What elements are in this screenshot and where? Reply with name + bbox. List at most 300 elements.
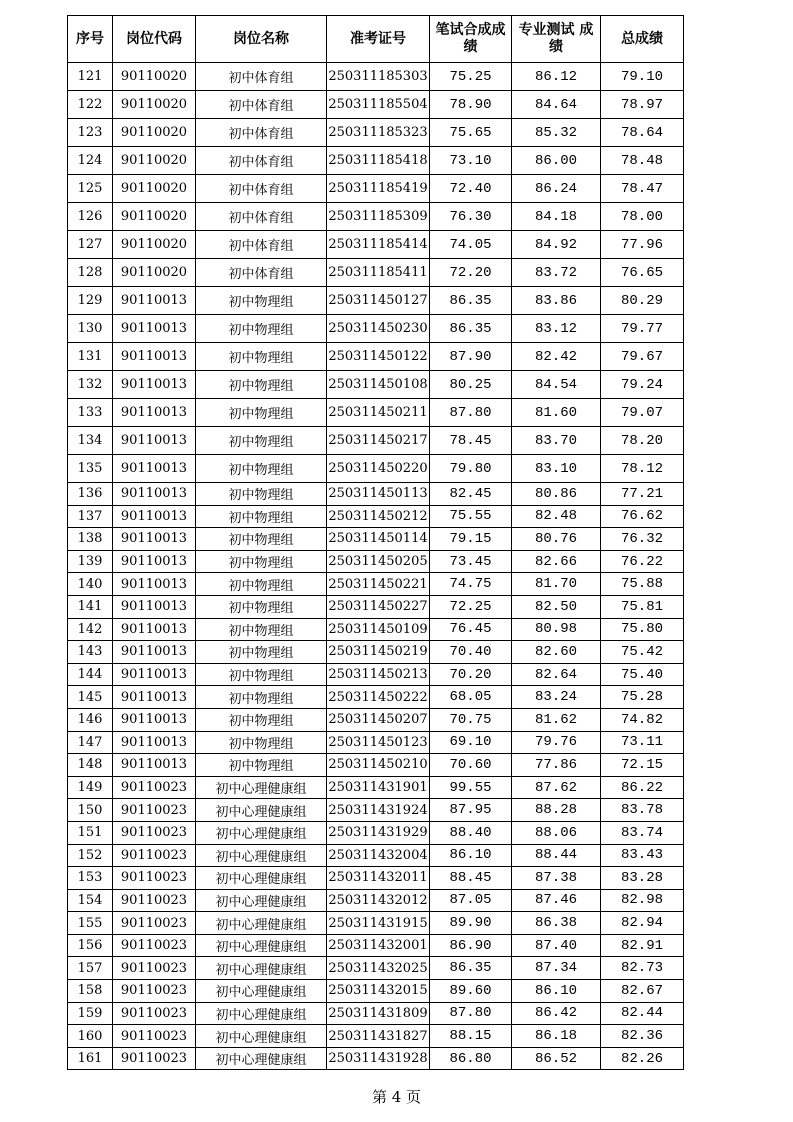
cell-position-name: 初中物理组 bbox=[196, 287, 327, 315]
table-row bbox=[68, 618, 684, 641]
cell-exam-id: 250311432015 bbox=[327, 980, 430, 1003]
table-row bbox=[68, 867, 684, 890]
cell-serial: 141 bbox=[68, 595, 113, 618]
table-row bbox=[68, 957, 684, 980]
cell-total-score: 72.15 bbox=[601, 754, 684, 777]
cell-professional-score: 87.62 bbox=[512, 776, 601, 799]
cell-serial: 131 bbox=[68, 343, 113, 371]
cell-total-score: 82.44 bbox=[601, 1002, 684, 1025]
table-row bbox=[68, 287, 684, 315]
cell-written-score: 80.25 bbox=[430, 371, 512, 399]
cell-position-name: 初中心理健康组 bbox=[196, 980, 327, 1003]
cell-professional-score: 81.60 bbox=[512, 399, 601, 427]
cell-professional-score: 80.86 bbox=[512, 483, 601, 506]
cell-exam-id: 250311450122 bbox=[327, 343, 430, 371]
cell-serial: 135 bbox=[68, 455, 113, 483]
cell-serial: 143 bbox=[68, 641, 113, 664]
cell-professional-score: 79.76 bbox=[512, 731, 601, 754]
cell-written-score: 78.90 bbox=[430, 91, 512, 119]
cell-position-code: 90110023 bbox=[113, 867, 196, 890]
cell-position-code: 90110023 bbox=[113, 889, 196, 912]
cell-serial: 160 bbox=[68, 1025, 113, 1048]
cell-written-score: 82.45 bbox=[430, 483, 512, 506]
cell-professional-score: 81.62 bbox=[512, 708, 601, 731]
cell-serial: 159 bbox=[68, 1002, 113, 1025]
cell-serial: 139 bbox=[68, 550, 113, 573]
cell-total-score: 83.78 bbox=[601, 799, 684, 822]
table-row bbox=[68, 147, 684, 175]
cell-serial: 155 bbox=[68, 912, 113, 935]
cell-position-code: 90110020 bbox=[113, 175, 196, 203]
cell-written-score: 74.05 bbox=[430, 231, 512, 259]
cell-serial: 147 bbox=[68, 731, 113, 754]
cell-position-name: 初中心理健康组 bbox=[196, 1025, 327, 1048]
cell-position-name: 初中物理组 bbox=[196, 528, 327, 551]
cell-professional-score: 87.38 bbox=[512, 867, 601, 890]
cell-written-score: 75.25 bbox=[430, 63, 512, 91]
cell-position-name: 初中心理健康组 bbox=[196, 912, 327, 935]
cell-exam-id: 250311450113 bbox=[327, 483, 430, 506]
table-row bbox=[68, 505, 684, 528]
cell-serial: 144 bbox=[68, 663, 113, 686]
cell-written-score: 73.45 bbox=[430, 550, 512, 573]
table-row bbox=[68, 550, 684, 573]
cell-position-code: 90110013 bbox=[113, 731, 196, 754]
cell-written-score: 99.55 bbox=[430, 776, 512, 799]
table-row bbox=[68, 1002, 684, 1025]
cell-exam-id: 250311450220 bbox=[327, 455, 430, 483]
cell-total-score: 78.47 bbox=[601, 175, 684, 203]
cell-professional-score: 84.92 bbox=[512, 231, 601, 259]
cell-total-score: 82.73 bbox=[601, 957, 684, 980]
cell-exam-id: 250311185323 bbox=[327, 119, 430, 147]
cell-total-score: 78.97 bbox=[601, 91, 684, 119]
cell-position-code: 90110013 bbox=[113, 455, 196, 483]
cell-written-score: 86.35 bbox=[430, 957, 512, 980]
cell-total-score: 74.82 bbox=[601, 708, 684, 731]
cell-professional-score: 82.66 bbox=[512, 550, 601, 573]
cell-written-score: 74.75 bbox=[430, 573, 512, 596]
cell-exam-id: 250311450109 bbox=[327, 618, 430, 641]
cell-professional-score: 82.50 bbox=[512, 595, 601, 618]
cell-position-code: 90110013 bbox=[113, 315, 196, 343]
cell-total-score: 78.64 bbox=[601, 119, 684, 147]
cell-serial: 157 bbox=[68, 957, 113, 980]
cell-position-name: 初中物理组 bbox=[196, 731, 327, 754]
cell-position-name: 初中体育组 bbox=[196, 91, 327, 119]
cell-serial: 128 bbox=[68, 259, 113, 287]
cell-total-score: 79.77 bbox=[601, 315, 684, 343]
cell-serial: 140 bbox=[68, 573, 113, 596]
cell-exam-id: 250311185418 bbox=[327, 147, 430, 175]
cell-position-name: 初中物理组 bbox=[196, 641, 327, 664]
cell-position-code: 90110013 bbox=[113, 754, 196, 777]
cell-total-score: 80.29 bbox=[601, 287, 684, 315]
cell-written-score: 70.60 bbox=[430, 754, 512, 777]
cell-serial: 146 bbox=[68, 708, 113, 731]
cell-serial: 132 bbox=[68, 371, 113, 399]
cell-professional-score: 84.18 bbox=[512, 203, 601, 231]
cell-exam-id: 250311450221 bbox=[327, 573, 430, 596]
table-row bbox=[68, 934, 684, 957]
cell-exam-id: 250311450230 bbox=[327, 315, 430, 343]
cell-position-code: 90110023 bbox=[113, 1047, 196, 1070]
cell-position-code: 90110023 bbox=[113, 844, 196, 867]
cell-position-name: 初中心理健康组 bbox=[196, 934, 327, 957]
header-exam-id: 准考证号 bbox=[327, 16, 430, 63]
table-row bbox=[68, 343, 684, 371]
table-row bbox=[68, 203, 684, 231]
cell-position-name: 初中心理健康组 bbox=[196, 821, 327, 844]
cell-exam-id: 250311185504 bbox=[327, 91, 430, 119]
cell-written-score: 86.80 bbox=[430, 1047, 512, 1070]
table-row bbox=[68, 91, 684, 119]
cell-position-code: 90110013 bbox=[113, 686, 196, 709]
cell-written-score: 69.10 bbox=[430, 731, 512, 754]
cell-professional-score: 86.00 bbox=[512, 147, 601, 175]
cell-serial: 161 bbox=[68, 1047, 113, 1070]
cell-professional-score: 86.12 bbox=[512, 63, 601, 91]
cell-written-score: 70.20 bbox=[430, 663, 512, 686]
cell-position-name: 初中物理组 bbox=[196, 343, 327, 371]
cell-position-code: 90110013 bbox=[113, 483, 196, 506]
cell-position-code: 90110023 bbox=[113, 776, 196, 799]
cell-position-code: 90110013 bbox=[113, 708, 196, 731]
table-row bbox=[68, 889, 684, 912]
cell-professional-score: 83.86 bbox=[512, 287, 601, 315]
cell-position-code: 90110020 bbox=[113, 91, 196, 119]
cell-position-code: 90110013 bbox=[113, 528, 196, 551]
cell-position-code: 90110013 bbox=[113, 287, 196, 315]
cell-exam-id: 250311450207 bbox=[327, 708, 430, 731]
table-row bbox=[68, 686, 684, 709]
cell-written-score: 79.80 bbox=[430, 455, 512, 483]
cell-exam-id: 250311431924 bbox=[327, 799, 430, 822]
cell-serial: 137 bbox=[68, 505, 113, 528]
cell-total-score: 76.22 bbox=[601, 550, 684, 573]
cell-total-score: 76.32 bbox=[601, 528, 684, 551]
cell-exam-id: 250311450205 bbox=[327, 550, 430, 573]
cell-position-code: 90110020 bbox=[113, 119, 196, 147]
cell-written-score: 86.35 bbox=[430, 287, 512, 315]
cell-total-score: 78.20 bbox=[601, 427, 684, 455]
cell-total-score: 82.36 bbox=[601, 1025, 684, 1048]
cell-exam-id: 250311185411 bbox=[327, 259, 430, 287]
cell-position-name: 初中物理组 bbox=[196, 663, 327, 686]
cell-written-score: 87.05 bbox=[430, 889, 512, 912]
cell-exam-id: 250311450127 bbox=[327, 287, 430, 315]
cell-serial: 136 bbox=[68, 483, 113, 506]
cell-professional-score: 86.10 bbox=[512, 980, 601, 1003]
cell-exam-id: 250311450212 bbox=[327, 505, 430, 528]
cell-position-code: 90110020 bbox=[113, 259, 196, 287]
cell-written-score: 87.90 bbox=[430, 343, 512, 371]
cell-exam-id: 250311432001 bbox=[327, 934, 430, 957]
cell-exam-id: 250311432011 bbox=[327, 867, 430, 890]
cell-total-score: 75.80 bbox=[601, 618, 684, 641]
table-row bbox=[68, 799, 684, 822]
cell-position-code: 90110020 bbox=[113, 203, 196, 231]
cell-written-score: 86.35 bbox=[430, 315, 512, 343]
cell-total-score: 83.43 bbox=[601, 844, 684, 867]
cell-exam-id: 250311431809 bbox=[327, 1002, 430, 1025]
header-position-name: 岗位名称 bbox=[196, 16, 327, 63]
header-professional-score: 专业测试 成绩 bbox=[512, 16, 601, 63]
cell-written-score: 87.80 bbox=[430, 399, 512, 427]
cell-exam-id: 250311450217 bbox=[327, 427, 430, 455]
cell-position-code: 90110023 bbox=[113, 821, 196, 844]
cell-serial: 158 bbox=[68, 980, 113, 1003]
cell-exam-id: 250311431827 bbox=[327, 1025, 430, 1048]
cell-professional-score: 82.48 bbox=[512, 505, 601, 528]
cell-total-score: 79.07 bbox=[601, 399, 684, 427]
cell-total-score: 86.22 bbox=[601, 776, 684, 799]
cell-total-score: 78.12 bbox=[601, 455, 684, 483]
table-row bbox=[68, 641, 684, 664]
cell-total-score: 76.65 bbox=[601, 259, 684, 287]
cell-position-code: 90110020 bbox=[113, 63, 196, 91]
page-number: 第 4 页 bbox=[371, 1088, 422, 1106]
table-row bbox=[68, 844, 684, 867]
cell-total-score: 75.28 bbox=[601, 686, 684, 709]
cell-professional-score: 84.64 bbox=[512, 91, 601, 119]
cell-serial: 151 bbox=[68, 821, 113, 844]
cell-position-name: 初中物理组 bbox=[196, 315, 327, 343]
cell-professional-score: 84.54 bbox=[512, 371, 601, 399]
cell-position-code: 90110023 bbox=[113, 799, 196, 822]
cell-position-code: 90110020 bbox=[113, 147, 196, 175]
cell-position-name: 初中体育组 bbox=[196, 259, 327, 287]
cell-written-score: 68.05 bbox=[430, 686, 512, 709]
cell-exam-id: 250311450123 bbox=[327, 731, 430, 754]
cell-professional-score: 87.46 bbox=[512, 889, 601, 912]
cell-professional-score: 88.44 bbox=[512, 844, 601, 867]
cell-professional-score: 83.24 bbox=[512, 686, 601, 709]
table-row bbox=[68, 754, 684, 777]
table-row bbox=[68, 528, 684, 551]
cell-position-name: 初中心理健康组 bbox=[196, 957, 327, 980]
cell-professional-score: 86.18 bbox=[512, 1025, 601, 1048]
header-written-score: 笔试合成成绩 bbox=[430, 16, 512, 63]
header-total-score: 总成绩 bbox=[601, 16, 684, 63]
cell-position-name: 初中物理组 bbox=[196, 754, 327, 777]
cell-total-score: 82.94 bbox=[601, 912, 684, 935]
cell-exam-id: 250311450227 bbox=[327, 595, 430, 618]
table-row bbox=[68, 427, 684, 455]
cell-serial: 124 bbox=[68, 147, 113, 175]
cell-position-code: 90110013 bbox=[113, 399, 196, 427]
cell-position-code: 90110023 bbox=[113, 912, 196, 935]
table-row bbox=[68, 63, 684, 91]
cell-exam-id: 250311185419 bbox=[327, 175, 430, 203]
cell-serial: 145 bbox=[68, 686, 113, 709]
cell-written-score: 86.10 bbox=[430, 844, 512, 867]
cell-professional-score: 85.32 bbox=[512, 119, 601, 147]
cell-serial: 148 bbox=[68, 754, 113, 777]
cell-written-score: 79.15 bbox=[430, 528, 512, 551]
cell-written-score: 88.40 bbox=[430, 821, 512, 844]
table-row bbox=[68, 315, 684, 343]
cell-written-score: 76.30 bbox=[430, 203, 512, 231]
table-body bbox=[68, 63, 684, 1070]
cell-serial: 125 bbox=[68, 175, 113, 203]
cell-written-score: 76.45 bbox=[430, 618, 512, 641]
cell-total-score: 76.62 bbox=[601, 505, 684, 528]
table-row bbox=[68, 731, 684, 754]
cell-written-score: 78.45 bbox=[430, 427, 512, 455]
cell-total-score: 79.67 bbox=[601, 343, 684, 371]
cell-serial: 122 bbox=[68, 91, 113, 119]
table-row bbox=[68, 371, 684, 399]
cell-position-name: 初中物理组 bbox=[196, 505, 327, 528]
cell-exam-id: 250311450213 bbox=[327, 663, 430, 686]
cell-position-name: 初中物理组 bbox=[196, 371, 327, 399]
cell-written-score: 70.40 bbox=[430, 641, 512, 664]
cell-written-score: 88.15 bbox=[430, 1025, 512, 1048]
cell-professional-score: 87.40 bbox=[512, 934, 601, 957]
table-row bbox=[68, 483, 684, 506]
cell-total-score: 78.48 bbox=[601, 147, 684, 175]
cell-professional-score: 82.64 bbox=[512, 663, 601, 686]
cell-professional-score: 83.10 bbox=[512, 455, 601, 483]
table-row bbox=[68, 776, 684, 799]
cell-position-name: 初中心理健康组 bbox=[196, 1047, 327, 1070]
cell-written-score: 87.95 bbox=[430, 799, 512, 822]
table-row bbox=[68, 231, 684, 259]
cell-professional-score: 83.12 bbox=[512, 315, 601, 343]
cell-exam-id: 250311431901 bbox=[327, 776, 430, 799]
cell-total-score: 73.11 bbox=[601, 731, 684, 754]
cell-position-code: 90110020 bbox=[113, 231, 196, 259]
cell-written-score: 89.90 bbox=[430, 912, 512, 935]
cell-written-score: 88.45 bbox=[430, 867, 512, 890]
cell-position-code: 90110023 bbox=[113, 957, 196, 980]
cell-exam-id: 250311450210 bbox=[327, 754, 430, 777]
cell-serial: 121 bbox=[68, 63, 113, 91]
table-row bbox=[68, 912, 684, 935]
cell-professional-score: 88.28 bbox=[512, 799, 601, 822]
cell-position-name: 初中物理组 bbox=[196, 708, 327, 731]
cell-position-code: 90110013 bbox=[113, 641, 196, 664]
cell-serial: 127 bbox=[68, 231, 113, 259]
cell-professional-score: 77.86 bbox=[512, 754, 601, 777]
cell-position-code: 90110013 bbox=[113, 371, 196, 399]
cell-professional-score: 86.38 bbox=[512, 912, 601, 935]
cell-professional-score: 80.76 bbox=[512, 528, 601, 551]
cell-professional-score: 83.70 bbox=[512, 427, 601, 455]
table-row bbox=[68, 399, 684, 427]
table-header bbox=[68, 16, 684, 63]
cell-position-name: 初中物理组 bbox=[196, 427, 327, 455]
cell-position-name: 初中物理组 bbox=[196, 618, 327, 641]
cell-total-score: 79.24 bbox=[601, 371, 684, 399]
cell-professional-score: 83.72 bbox=[512, 259, 601, 287]
cell-professional-score: 86.42 bbox=[512, 1002, 601, 1025]
cell-exam-id: 250311432025 bbox=[327, 957, 430, 980]
cell-total-score: 79.10 bbox=[601, 63, 684, 91]
cell-position-name: 初中心理健康组 bbox=[196, 1002, 327, 1025]
cell-written-score: 70.75 bbox=[430, 708, 512, 731]
cell-exam-id: 250311432012 bbox=[327, 889, 430, 912]
cell-position-code: 90110023 bbox=[113, 1002, 196, 1025]
cell-total-score: 78.00 bbox=[601, 203, 684, 231]
cell-position-name: 初中体育组 bbox=[196, 63, 327, 91]
scores-table bbox=[67, 15, 684, 1070]
cell-position-name: 初中物理组 bbox=[196, 573, 327, 596]
cell-position-name: 初中心理健康组 bbox=[196, 776, 327, 799]
cell-position-name: 初中物理组 bbox=[196, 455, 327, 483]
cell-total-score: 75.81 bbox=[601, 595, 684, 618]
cell-professional-score: 82.60 bbox=[512, 641, 601, 664]
cell-position-name: 初中体育组 bbox=[196, 119, 327, 147]
cell-serial: 142 bbox=[68, 618, 113, 641]
cell-position-name: 初中物理组 bbox=[196, 595, 327, 618]
cell-written-score: 89.60 bbox=[430, 980, 512, 1003]
cell-exam-id: 250311431929 bbox=[327, 821, 430, 844]
cell-total-score: 82.91 bbox=[601, 934, 684, 957]
cell-professional-score: 81.70 bbox=[512, 573, 601, 596]
cell-position-name: 初中心理健康组 bbox=[196, 867, 327, 890]
cell-serial: 134 bbox=[68, 427, 113, 455]
cell-exam-id: 250311185303 bbox=[327, 63, 430, 91]
cell-serial: 123 bbox=[68, 119, 113, 147]
cell-position-code: 90110013 bbox=[113, 595, 196, 618]
cell-exam-id: 250311450219 bbox=[327, 641, 430, 664]
cell-position-name: 初中物理组 bbox=[196, 483, 327, 506]
cell-position-name: 初中体育组 bbox=[196, 175, 327, 203]
cell-exam-id: 250311432004 bbox=[327, 844, 430, 867]
cell-position-code: 90110013 bbox=[113, 618, 196, 641]
cell-written-score: 72.25 bbox=[430, 595, 512, 618]
table-row bbox=[68, 455, 684, 483]
cell-position-name: 初中心理健康组 bbox=[196, 799, 327, 822]
cell-serial: 130 bbox=[68, 315, 113, 343]
cell-written-score: 75.55 bbox=[430, 505, 512, 528]
cell-serial: 153 bbox=[68, 867, 113, 890]
cell-serial: 150 bbox=[68, 799, 113, 822]
cell-exam-id: 250311185309 bbox=[327, 203, 430, 231]
cell-position-code: 90110023 bbox=[113, 980, 196, 1003]
cell-serial: 138 bbox=[68, 528, 113, 551]
cell-position-code: 90110023 bbox=[113, 934, 196, 957]
cell-exam-id: 250311431915 bbox=[327, 912, 430, 935]
table-row bbox=[68, 573, 684, 596]
cell-position-code: 90110013 bbox=[113, 505, 196, 528]
header-row bbox=[68, 16, 684, 63]
table-row bbox=[68, 1025, 684, 1048]
table-row bbox=[68, 663, 684, 686]
cell-written-score: 73.10 bbox=[430, 147, 512, 175]
cell-position-code: 90110013 bbox=[113, 343, 196, 371]
cell-written-score: 86.90 bbox=[430, 934, 512, 957]
cell-exam-id: 250311185414 bbox=[327, 231, 430, 259]
cell-exam-id: 250311450222 bbox=[327, 686, 430, 709]
cell-position-name: 初中物理组 bbox=[196, 399, 327, 427]
cell-professional-score: 80.98 bbox=[512, 618, 601, 641]
cell-position-name: 初中心理健康组 bbox=[196, 844, 327, 867]
cell-total-score: 82.67 bbox=[601, 980, 684, 1003]
cell-serial: 156 bbox=[68, 934, 113, 957]
cell-total-score: 75.40 bbox=[601, 663, 684, 686]
cell-exam-id: 250311431928 bbox=[327, 1047, 430, 1070]
cell-serial: 149 bbox=[68, 776, 113, 799]
cell-serial: 154 bbox=[68, 889, 113, 912]
table-row bbox=[68, 259, 684, 287]
cell-position-name: 初中物理组 bbox=[196, 686, 327, 709]
cell-total-score: 75.88 bbox=[601, 573, 684, 596]
cell-position-code: 90110013 bbox=[113, 550, 196, 573]
cell-professional-score: 87.34 bbox=[512, 957, 601, 980]
